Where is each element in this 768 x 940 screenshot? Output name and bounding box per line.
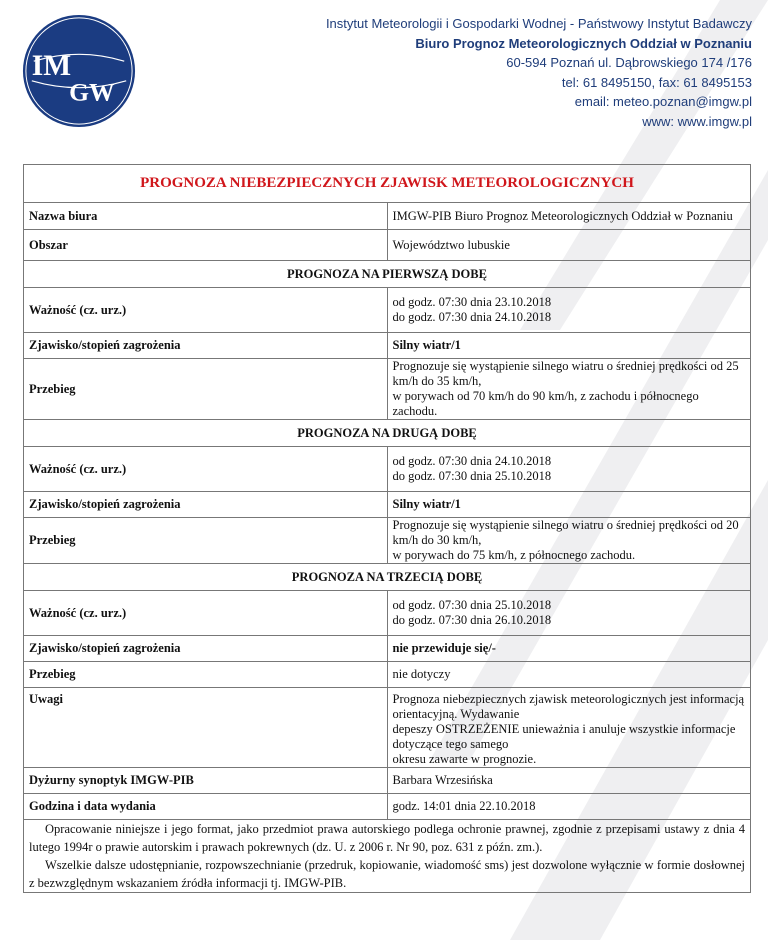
day2-phenomenon-label: Zjawisko/stopień zagrożenia: [24, 492, 388, 518]
forecast-table: [23, 164, 751, 893]
phone: tel: 61 8495150, fax: 61 8495153: [561, 74, 752, 90]
day3-phenomenon-label: Zjawisko/stopień zagrożenia: [24, 636, 388, 662]
imgw-logo: [20, 12, 138, 130]
day1-course-value: [387, 359, 751, 420]
office-name: Biuro Prognoz Meteorologicznych Oddział w Poznaniu: [415, 35, 752, 51]
website: www: www.imgw.pl: [642, 113, 752, 129]
day3-phenomenon-value: nie przewiduje się/-: [387, 636, 751, 662]
office-value: IMGW-PIB Biuro Prognoz Meteorologicznych Oddział w Poznaniu: [387, 203, 751, 230]
address: 60-594 Poznań ul. Dąbrowskiego 174 /176: [506, 55, 752, 70]
remarks-value: [387, 688, 751, 768]
issued-label: Godzina i data wydania: [24, 794, 388, 820]
svg-text:IM: IM: [31, 49, 72, 82]
remarks-line2: depeszy OSTRZEŻENIE unieważnia i anuluje wszystkie informacje dotyczące tego samego: [392, 722, 736, 751]
copyright-notice: [24, 820, 751, 893]
day1-course-line2: w porywach od 70 km/h do 90 km/h, z zachodu i północnego zachodu.: [392, 389, 699, 418]
svg-text:GW: GW: [69, 77, 115, 107]
email: email: meteo.poznan@imgw.pl: [574, 94, 752, 109]
day2-heading: PROGNOZA NA DRUGĄ DOBĘ: [24, 420, 751, 447]
day1-phenomenon-label: Zjawisko/stopień zagrożenia: [24, 333, 388, 359]
day1-validity-value: [387, 288, 751, 333]
remarks-label: Uwagi: [24, 688, 388, 768]
day2-course-label: Przebieg: [24, 518, 388, 564]
day1-to: do godz. 07:30 dnia 24.10.2018: [392, 310, 552, 324]
day2-phenomenon-value: Silny wiatr/1: [387, 492, 751, 518]
day3-validity-label: Ważność (cz. urz.): [24, 591, 388, 636]
day3-from: od godz. 07:30 dnia 25.10.2018: [392, 598, 552, 612]
day2-to: do godz. 07:30 dnia 25.10.2018: [392, 469, 552, 483]
office-label: Nazwa biura: [24, 203, 388, 230]
day1-heading: PROGNOZA NA PIERWSZĄ DOBĘ: [24, 261, 751, 288]
document-title: PROGNOZA NIEBEZPIECZNYCH ZJAWISK METEOROLOGICZNYCH: [24, 165, 751, 203]
remarks-line3: okresu zawarte w prognozie.: [392, 752, 537, 766]
day3-course-value: nie dotyczy: [387, 662, 751, 688]
day2-validity-label: Ważność (cz. urz.): [24, 447, 388, 492]
day2-from: od godz. 07:30 dnia 24.10.2018: [392, 454, 552, 468]
day2-course-value: [387, 518, 751, 564]
day1-validity-label: Ważność (cz. urz.): [24, 288, 388, 333]
institute-name: Instytut Meteorologii i Gospodarki Wodnej - Państwowy Instytut Badawczy: [325, 16, 752, 31]
area-value: Województwo lubuskie: [387, 230, 751, 261]
day1-course-line1: Prognozuje się wystąpienie silnego wiatru o średniej prędkości od 25 km/h do 35 km/h,: [392, 359, 739, 388]
issued-value: godz. 14:01 dnia 22.10.2018: [387, 794, 751, 820]
institute-info: [326, 14, 752, 131]
distribution-paragraph: Wszelkie dalsze udostępnianie, rozpowszechnianie (przedruk, kopiowanie, wiadomość sms) jest dozwolone wyłącznie w formie dosłownej z bezwzględnym wskazaniem źródła informacji tj. IMGW-PIB.: [29, 858, 745, 890]
day3-heading: PROGNOZA NA TRZECIĄ DOBĘ: [24, 564, 751, 591]
duty-forecaster-value: Barbara Wrzesińska: [387, 768, 751, 794]
day2-validity-value: [387, 447, 751, 492]
letterhead: [0, 0, 768, 160]
day1-from: od godz. 07:30 dnia 23.10.2018: [392, 295, 552, 309]
duty-forecaster-label: Dyżurny synoptyk IMGW-PIB: [24, 768, 388, 794]
day3-validity-value: [387, 591, 751, 636]
area-label: Obszar: [24, 230, 388, 261]
day1-phenomenon-value: Silny wiatr/1: [387, 333, 751, 359]
copyright-paragraph: Opracowanie niniejsze i jego format, jako przedmiot prawa autorskiego podlega ochronie prawnej, zgodnie z przepisami ustawy z dnia 4 lutego 1994r o prawie autorskim i prawach pokrewnych (dz. U. z 2006 r. Nr 90, poz. 631 z późn. zm.).: [29, 822, 745, 854]
day2-course-line1: Prognozuje się wystąpienie silnego wiatru o średniej prędkości od 20 km/h do 30 km/h,: [392, 518, 739, 547]
remarks-line1: Prognoza niebezpiecznych zjawisk meteorologicznych jest informacją orientacyjną. Wydawanie: [392, 692, 745, 721]
day1-course-label: Przebieg: [24, 359, 388, 420]
day3-to: do godz. 07:30 dnia 26.10.2018: [392, 613, 552, 627]
day2-course-line2: w porywach do 75 km/h, z północnego zachodu.: [392, 548, 636, 562]
day3-course-label: Przebieg: [24, 662, 388, 688]
